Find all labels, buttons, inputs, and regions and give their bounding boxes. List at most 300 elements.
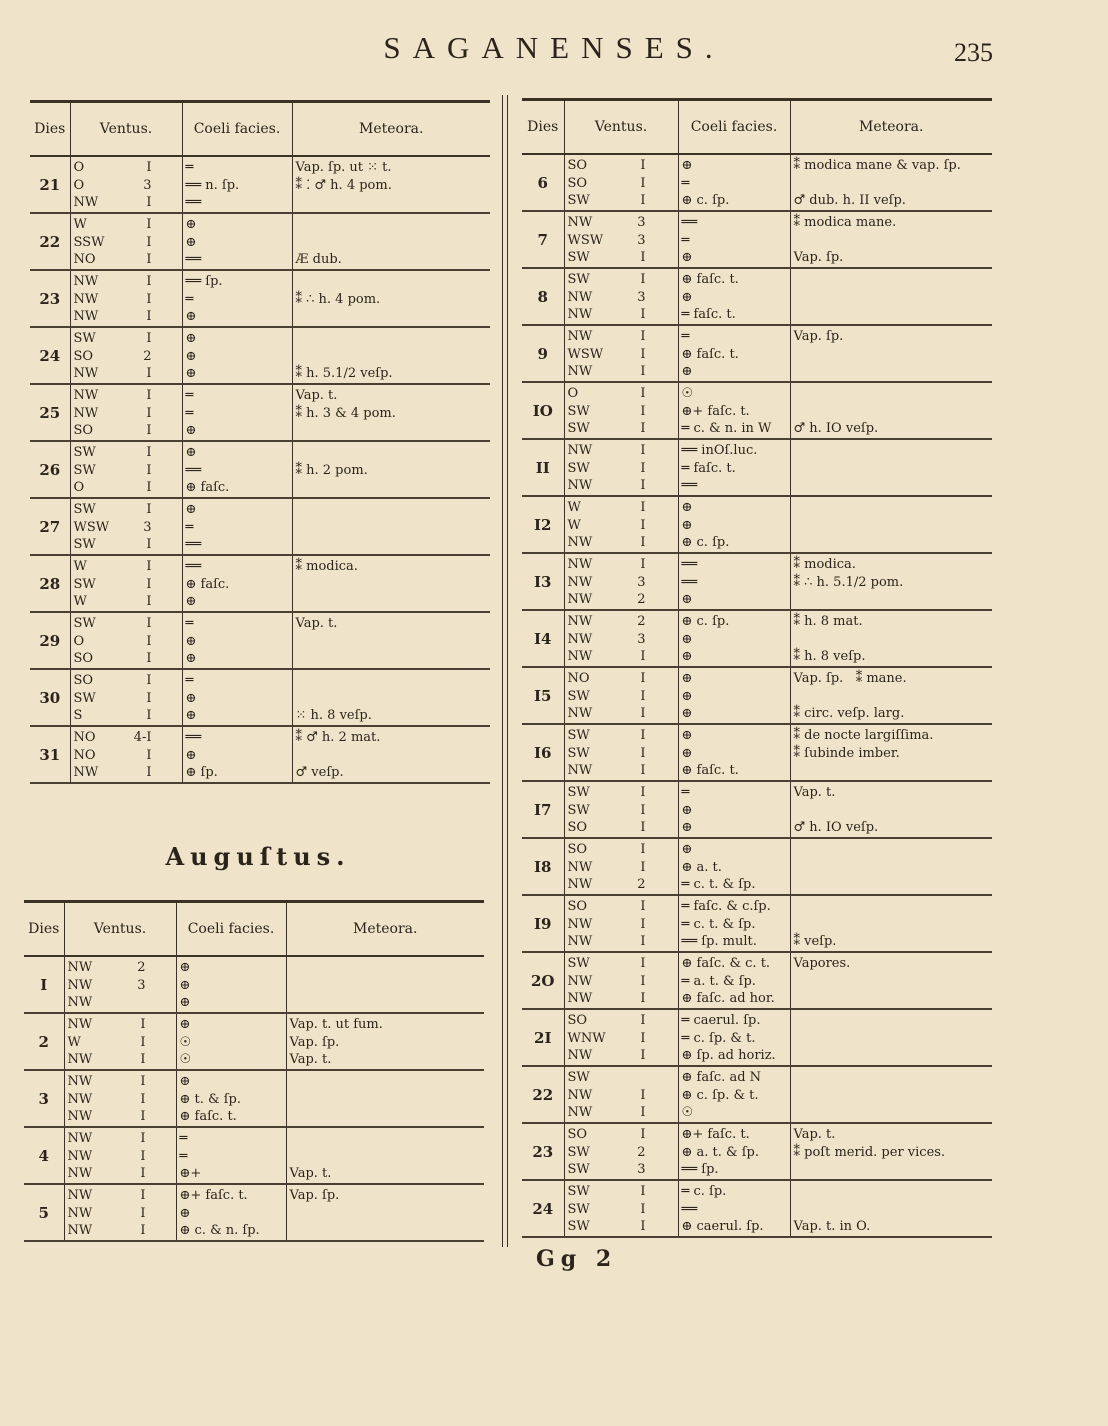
wind-force: I: [146, 217, 152, 232]
meteora-cell: [790, 610, 992, 667]
wind-force: I: [146, 616, 152, 631]
meteora-cell: [292, 441, 490, 498]
sky-line: ═ faſc. t.: [681, 307, 736, 322]
sky-line: ⊕ a. t.: [681, 859, 722, 875]
sky-line: ═ faſc. & c.ſp.: [681, 899, 771, 914]
august-table-left: [24, 900, 484, 1242]
day-number: 3: [24, 1070, 64, 1127]
day-number: I5: [522, 667, 564, 724]
wind-direction: NW: [73, 274, 99, 289]
sky-line: ⊕ ſp. ad horiz.: [681, 1048, 776, 1063]
wind-direction: NW: [67, 1223, 93, 1238]
meteora-line: ♂ veſp.: [295, 765, 344, 780]
wind-force: I: [640, 364, 646, 379]
col-dies: Dies: [30, 102, 70, 157]
sky-line: ══: [185, 195, 202, 210]
sky-line: ⊕: [185, 690, 197, 706]
wind-direction: SW: [567, 728, 590, 743]
wind-cell: [70, 555, 182, 612]
meteora-line: ♂ h. IO veſp.: [793, 820, 879, 835]
wind-cell: [70, 726, 182, 783]
sky-line: ⊕: [681, 842, 693, 857]
sky-line: ═: [185, 291, 194, 307]
sky-line: ⊕ t. & ſp.: [179, 1091, 241, 1107]
meteora-line: [794, 271, 993, 289]
wind-force: 3: [637, 574, 646, 590]
sky-line: ═: [179, 1148, 188, 1164]
wind-direction: NW: [567, 991, 593, 1006]
sky-line: ══: [681, 1201, 698, 1217]
meteora-line: [794, 1087, 993, 1105]
wind-force: I: [140, 1034, 146, 1050]
meteora-line: Vap. t.: [289, 1052, 332, 1067]
meteora-line: ⁑ ⁚ ♂ h. 4 pom.: [295, 177, 392, 193]
wind-direction: SSW: [73, 234, 105, 250]
wind-direction: NW: [67, 995, 93, 1010]
wind-direction: SO: [567, 1127, 588, 1142]
meteora-line: [296, 444, 491, 462]
day-number: 23: [30, 270, 70, 327]
meteora-line: Vapores.: [793, 956, 851, 971]
wind-direction: NW: [567, 916, 593, 932]
wind-direction: SW: [567, 1219, 590, 1234]
wind-force: I: [146, 388, 152, 403]
day-number: 25: [30, 384, 70, 441]
meteora-line: ⁑ circ. veſp. larg.: [793, 706, 905, 721]
wind-force: I: [146, 366, 152, 381]
wind-force: I: [640, 158, 646, 173]
wind-force: I: [140, 1223, 146, 1238]
meteora-line: [794, 403, 993, 421]
sky-line: ⊕: [185, 708, 197, 723]
meteora-cell: [790, 382, 992, 439]
sky-line: ⊕+: [179, 1166, 202, 1181]
wind-force: I: [640, 329, 646, 344]
wind-force: I: [140, 1109, 146, 1124]
sky-line: ⊕ faſc. ad hor.: [681, 991, 775, 1006]
meteora-line: Vap. t.: [289, 1166, 332, 1181]
table-row: [522, 667, 992, 724]
meteora-line: [794, 1201, 993, 1219]
wind-direction: SW: [567, 1184, 590, 1199]
wind-force: I: [640, 934, 646, 949]
wind-direction: SW: [567, 745, 590, 761]
table-row: [522, 1009, 992, 1066]
sky-line: ⊕: [681, 820, 693, 835]
meteora-cell: [292, 498, 490, 555]
meteora-line: Vap. ſp. ut ⁙ t.: [295, 160, 392, 175]
sky-cell: [678, 781, 790, 838]
sky-line: ═: [185, 616, 194, 631]
wind-direction: NW: [567, 973, 593, 989]
wind-direction: NW: [67, 1074, 93, 1089]
meteora-line: [296, 747, 491, 765]
table-row: [24, 1013, 484, 1070]
wind-direction: SW: [567, 785, 590, 800]
wind-force: I: [146, 576, 152, 592]
wind-direction: SO: [567, 842, 588, 857]
wind-cell: [70, 612, 182, 669]
wind-direction: NW: [67, 977, 93, 993]
wind-cell: [564, 439, 678, 496]
wind-direction: NW: [567, 706, 593, 721]
wind-direction: SW: [567, 1070, 590, 1085]
meteora-line: [794, 762, 993, 780]
wind-force: 2: [637, 614, 646, 629]
column-divider: [502, 95, 508, 1247]
day-number: 31: [30, 726, 70, 783]
wind-direction: NW: [67, 1091, 93, 1107]
meteora-cell: [286, 1127, 484, 1184]
wind-force: I: [640, 175, 646, 191]
meteora-line: [296, 479, 491, 497]
sky-cell: [182, 498, 292, 555]
wind-force: I: [640, 500, 646, 515]
sky-line: ⊕: [681, 649, 693, 664]
wind-force: 2: [637, 877, 646, 892]
sky-cell: [176, 1013, 286, 1070]
day-number: 7: [522, 211, 564, 268]
sky-line: ══: [185, 559, 202, 574]
meteora-line: [794, 876, 993, 894]
wind-force: I: [640, 1201, 646, 1217]
wind-force: I: [640, 1013, 646, 1028]
wind-direction: W: [73, 217, 87, 232]
wind-direction: SW: [567, 688, 590, 704]
meteora-line: [794, 175, 993, 193]
wind-force: I: [640, 1030, 646, 1046]
sky-line: ⊕: [185, 348, 197, 364]
wind-force: 2: [137, 960, 146, 975]
meteora-line: Vap. ſp.: [793, 250, 844, 265]
wind-direction: NW: [567, 763, 593, 778]
meteora-line: [794, 460, 993, 478]
sky-line: ⊕: [179, 1017, 191, 1032]
sky-line: ═: [681, 329, 690, 344]
wind-direction: SW: [73, 445, 96, 460]
meteora-line: Vap. t.: [295, 616, 338, 631]
wind-force: I: [640, 706, 646, 721]
day-number: 2I: [522, 1009, 564, 1066]
sky-line: ⊕ c. ſp.: [681, 614, 730, 629]
sky-line: ⊕ faſc. t.: [681, 272, 739, 287]
day-number: 9: [522, 325, 564, 382]
wind-cell: [64, 1013, 176, 1070]
table-row: [30, 726, 490, 783]
wind-direction: WSW: [567, 346, 604, 362]
wind-direction: SW: [567, 1201, 590, 1217]
meteora-line: ⁑ h. 8 veſp.: [793, 649, 866, 664]
wind-direction: NW: [567, 1048, 593, 1063]
wind-force: I: [640, 1048, 646, 1063]
wind-cell: [564, 952, 678, 1009]
sky-line: ══: [681, 557, 698, 572]
wind-direction: W: [567, 517, 581, 533]
sky-line: ⊕: [185, 445, 197, 460]
meteora-line: Vap. t. in O.: [793, 1219, 871, 1234]
wind-force: I: [146, 765, 152, 780]
wind-direction: NW: [567, 535, 593, 550]
wind-force: 3: [637, 215, 646, 230]
sky-line: ⊕: [681, 706, 693, 721]
meteora-line: ⁑ h. 2 pom.: [295, 462, 368, 478]
august-title: Auguſtus.: [165, 842, 351, 871]
meteora-line: ⁑ modica mane & vap. ſp.: [793, 158, 961, 173]
wind-direction: NW: [567, 649, 593, 664]
table-row: [522, 1066, 992, 1123]
table-row: [30, 669, 490, 726]
meteora-line: Vap. ſp. ⁑ mane.: [793, 671, 907, 686]
meteora-line: Vap. ſp.: [289, 1034, 340, 1050]
sky-line: ⊕ faſc. & c. t.: [681, 956, 771, 971]
sky-line: ⊕: [681, 671, 693, 686]
wind-force: I: [146, 747, 152, 763]
wind-cell: [70, 669, 182, 726]
wind-force: 3: [637, 232, 646, 248]
wind-force: I: [146, 274, 152, 289]
meteora-line: [296, 672, 491, 690]
wind-direction: O: [73, 177, 85, 193]
day-number: 22: [30, 213, 70, 270]
sky-line: ⊕: [179, 1074, 191, 1089]
meteora-line: [794, 385, 993, 403]
wind-direction: NO: [73, 252, 96, 267]
meteora-cell: [790, 496, 992, 553]
wind-cell: [564, 1066, 678, 1123]
table-row: [522, 325, 992, 382]
meteora-line: [794, 1047, 993, 1065]
wind-direction: WSW: [73, 519, 110, 535]
sky-cell: [678, 439, 790, 496]
day-number: 21: [30, 156, 70, 213]
wind-cell: [564, 838, 678, 895]
sky-line: ⊕: [185, 309, 197, 324]
table-row: [30, 327, 490, 384]
sky-line: ⊕: [681, 250, 693, 265]
sky-line: ══ ſp.: [185, 274, 223, 289]
wind-force: I: [640, 421, 646, 436]
meteora-line: Vap. t.: [793, 785, 836, 800]
meteora-line: ⁑ ∴ h. 4 pom.: [295, 291, 381, 307]
wind-direction: O: [73, 633, 85, 649]
wind-direction: NW: [67, 1131, 93, 1146]
meteora-cell: [292, 156, 490, 213]
wind-cell: [564, 781, 678, 838]
sky-line: ⊕: [179, 960, 191, 975]
wind-direction: SW: [567, 1162, 590, 1177]
wind-force: I: [640, 649, 646, 664]
wind-force: I: [640, 386, 646, 401]
sky-cell: [182, 327, 292, 384]
wind-direction: NW: [567, 289, 593, 305]
wind-direction: NW: [567, 307, 593, 322]
table-row: [30, 270, 490, 327]
wind-force: I: [640, 859, 646, 875]
wind-direction: NW: [73, 405, 99, 421]
meteora-cell: [286, 1184, 484, 1241]
wind-direction: NO: [73, 730, 96, 745]
day-number: I8: [522, 838, 564, 895]
day-number: II: [522, 439, 564, 496]
wind-force: I: [640, 1127, 646, 1142]
day-number: 8: [522, 268, 564, 325]
meteora-cell: [790, 1123, 992, 1180]
sky-line: ═ c. ſp. & t.: [681, 1030, 756, 1046]
meteora-line: [296, 501, 491, 519]
wind-force: I: [146, 252, 152, 267]
wind-force: 2: [637, 1144, 646, 1160]
wind-force: I: [640, 403, 646, 419]
meteora-line: [794, 1183, 993, 1201]
sky-line: ⊕: [681, 517, 693, 533]
meteora-line: [794, 688, 993, 706]
meteora-line: [794, 534, 993, 552]
sky-cell: [182, 384, 292, 441]
wind-direction: SO: [567, 899, 588, 914]
col-coeli: Coeli facies.: [182, 102, 292, 157]
wind-force: I: [640, 272, 646, 287]
wind-direction: W: [73, 559, 87, 574]
sky-line: ⊕ faſc. ad N: [681, 1070, 762, 1085]
wind-direction: NW: [567, 215, 593, 230]
sky-line: ═: [681, 175, 690, 191]
wind-force: 3: [143, 177, 152, 193]
sky-line: ⊕ c. ſp.: [681, 193, 730, 208]
wind-force: I: [640, 557, 646, 572]
wind-direction: NW: [567, 859, 593, 875]
sky-line: ═: [185, 160, 194, 175]
wind-direction: NW: [67, 1166, 93, 1181]
sky-line: ═: [185, 405, 194, 421]
meteora-line: [290, 994, 485, 1012]
sky-line: ☉: [179, 1052, 192, 1067]
wind-direction: NW: [567, 631, 593, 647]
catchword: Gg 2: [536, 1246, 618, 1272]
wind-force: I: [146, 462, 152, 478]
sky-cell: [176, 1127, 286, 1184]
sky-line: ⊕: [681, 631, 693, 647]
wind-direction: NO: [73, 747, 96, 763]
sky-line: ⊕: [185, 217, 197, 232]
wind-direction: SO: [567, 175, 588, 191]
col-coeli: Coeli facies.: [176, 902, 286, 957]
wind-force: I: [146, 309, 152, 324]
meteora-cell: [790, 553, 992, 610]
table-row: [24, 1070, 484, 1127]
wind-direction: NW: [567, 1105, 593, 1120]
wind-cell: [564, 610, 678, 667]
day-number: I6: [522, 724, 564, 781]
meteora-line: [296, 593, 491, 611]
wind-cell: [564, 268, 678, 325]
wind-force: I: [640, 1105, 646, 1120]
meteora-line: [296, 216, 491, 234]
meteora-line: ⁑ ∴ h. 5.1/2 pom.: [793, 574, 904, 590]
table-row: [522, 439, 992, 496]
wind-direction: NW: [73, 291, 99, 307]
col-dies: Dies: [522, 100, 564, 155]
day-number: 27: [30, 498, 70, 555]
wind-cell: [564, 211, 678, 268]
wind-cell: [70, 441, 182, 498]
sky-cell: [182, 441, 292, 498]
day-number: I2: [522, 496, 564, 553]
meteora-line: [296, 308, 491, 326]
meteora-line: [794, 859, 993, 877]
wind-force: I: [146, 331, 152, 346]
wind-direction: O: [73, 160, 85, 175]
wind-direction: NW: [73, 366, 99, 381]
sky-cell: [678, 1066, 790, 1123]
sky-line: ⊕: [681, 688, 693, 704]
wind-force: I: [640, 193, 646, 208]
sky-cell: [678, 553, 790, 610]
table-row: [24, 1184, 484, 1241]
meteora-line: [794, 841, 993, 859]
wind-force: I: [640, 916, 646, 932]
meteora-line: [296, 519, 491, 537]
wind-cell: [564, 667, 678, 724]
wind-force: 3: [137, 977, 146, 993]
meteora-cell: [790, 895, 992, 952]
sky-cell: [678, 268, 790, 325]
sky-line: ═ a. t. & ſp.: [681, 973, 756, 989]
sky-line: ⊕: [681, 500, 693, 515]
wind-force: I: [640, 1184, 646, 1199]
sky-line: ══: [185, 730, 202, 745]
meteora-line: [794, 916, 993, 934]
july-table: [30, 100, 490, 784]
meteora-line: [794, 306, 993, 324]
meteora-line: ♂ dub. h. II veſp.: [793, 193, 906, 208]
sky-line: ⊕: [185, 331, 197, 346]
wind-force: I: [640, 443, 646, 458]
wind-cell: [564, 553, 678, 610]
sky-line: ⊕: [179, 1205, 191, 1221]
meteora-line: [794, 1030, 993, 1048]
meteora-line: [794, 1161, 993, 1179]
meteora-cell: [790, 952, 992, 1009]
wind-direction: NW: [67, 1148, 93, 1164]
sky-line: ══: [185, 252, 202, 267]
sky-cell: [182, 669, 292, 726]
meteora-line: [794, 517, 993, 535]
day-number: 6: [522, 154, 564, 211]
meteora-line: [290, 1108, 485, 1126]
meteora-line: [794, 631, 993, 649]
wind-cell: [70, 213, 182, 270]
meteora-cell: [292, 669, 490, 726]
wind-cell: [564, 1123, 678, 1180]
wind-direction: SW: [73, 331, 96, 346]
wind-direction: NW: [567, 557, 593, 572]
wind-direction: NW: [73, 309, 99, 324]
meteora-line: [794, 1012, 993, 1030]
wind-direction: NW: [567, 592, 593, 607]
col-meteora: Meteora.: [286, 902, 484, 957]
table-row: [24, 1127, 484, 1184]
day-number: 5: [24, 1184, 64, 1241]
sky-cell: [182, 213, 292, 270]
sky-line: ⊕ c. ſp. & t.: [681, 1087, 759, 1103]
day-number: 2O: [522, 952, 564, 1009]
meteora-cell: [286, 956, 484, 1013]
meteora-line: [290, 1073, 485, 1091]
meteora-cell: [292, 213, 490, 270]
wind-direction: NW: [567, 364, 593, 379]
meteora-line: ⁙ h. 8 veſp.: [295, 708, 372, 723]
wind-force: I: [640, 688, 646, 704]
